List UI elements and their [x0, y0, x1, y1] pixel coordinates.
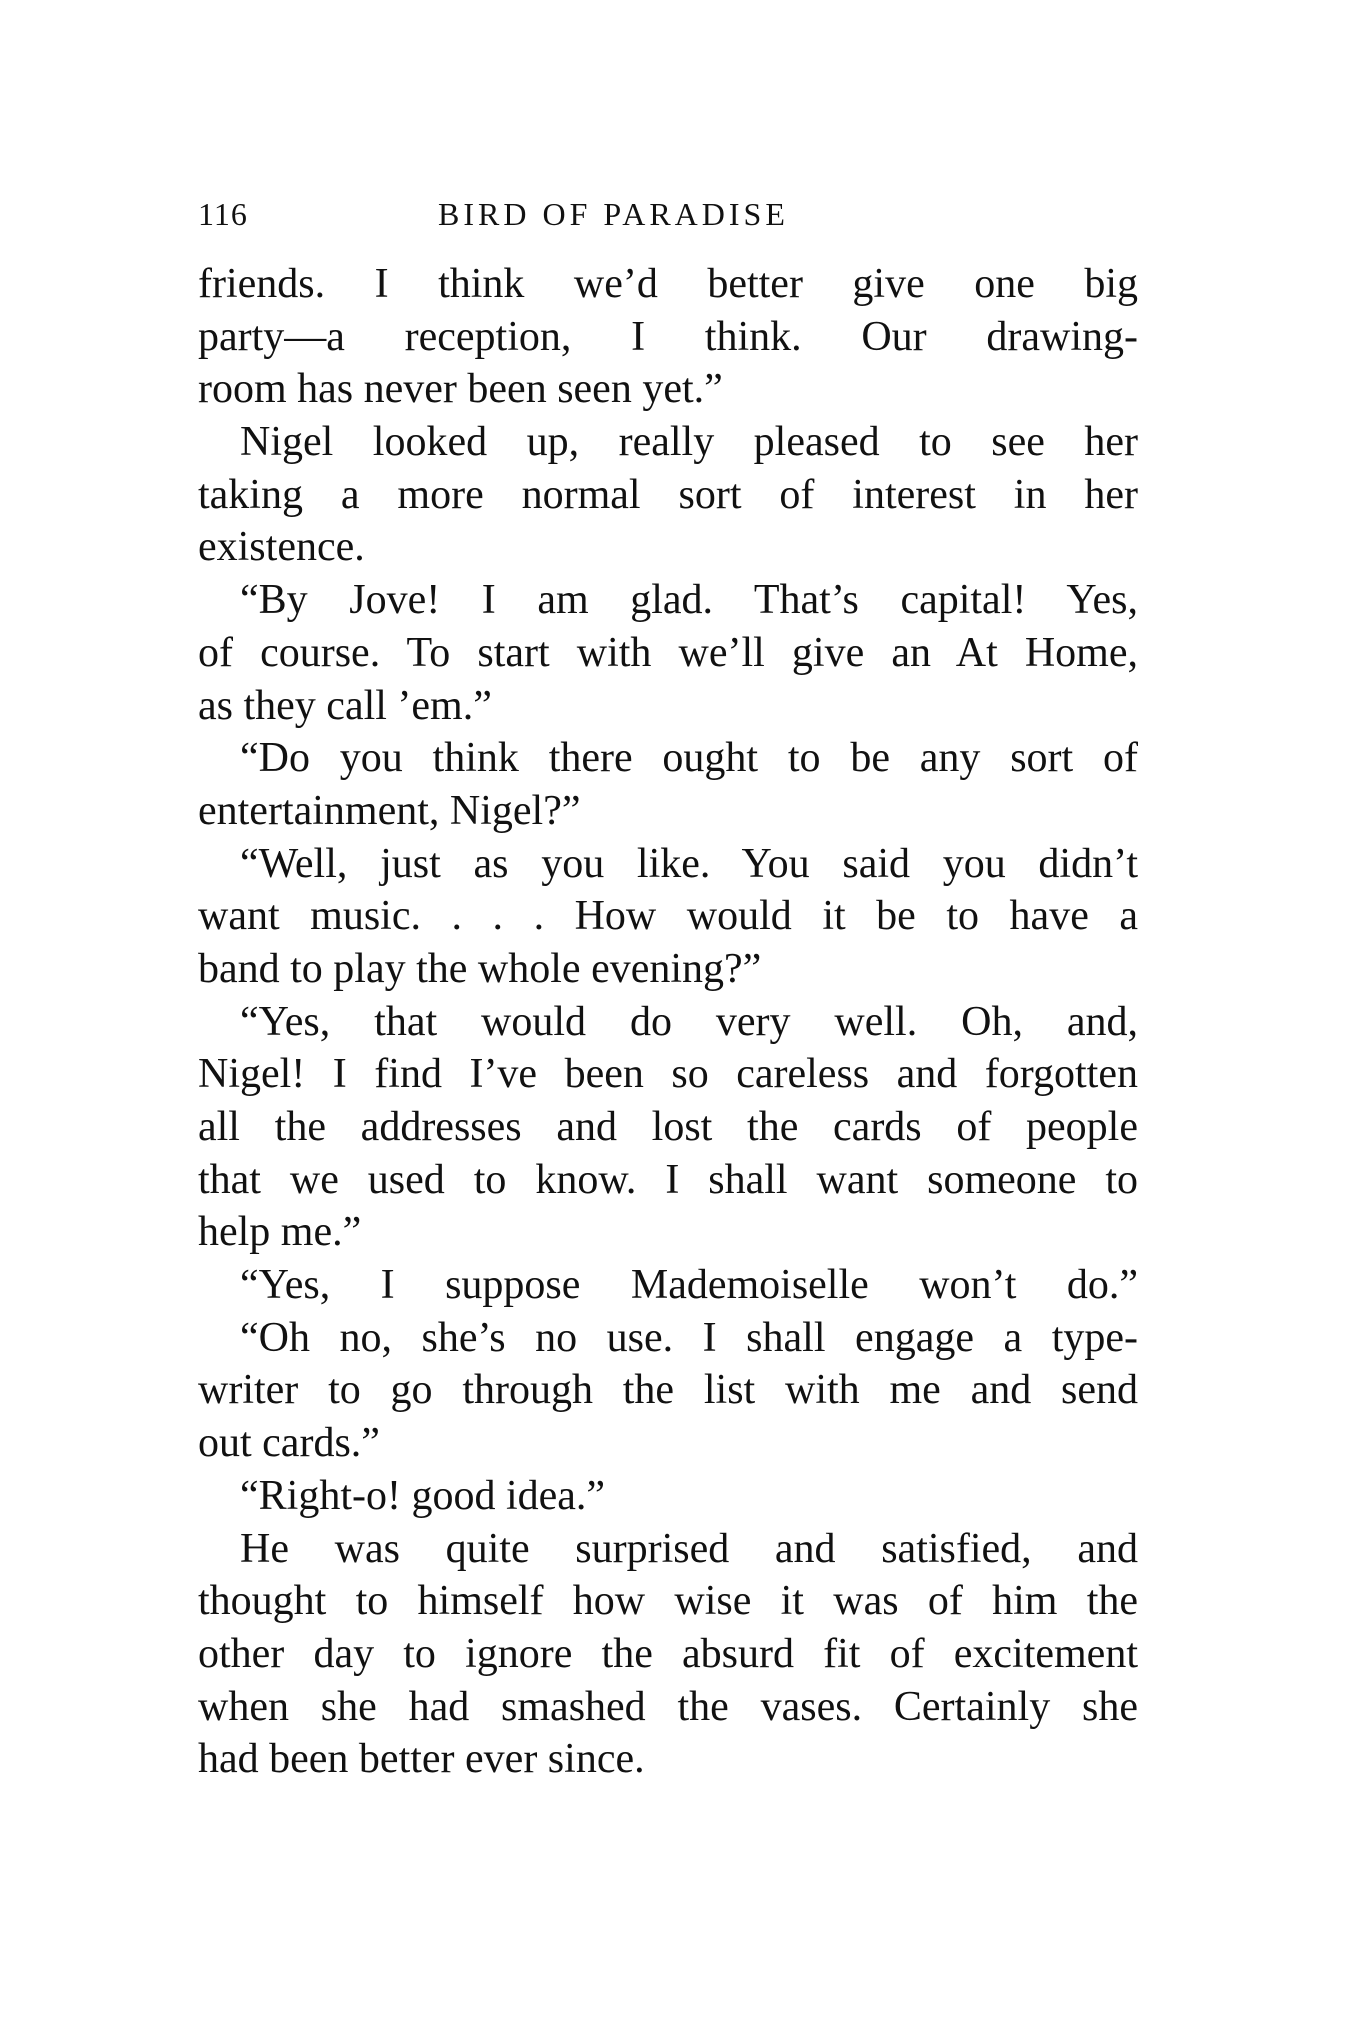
text-line: entertainment, Nigel?” — [198, 787, 581, 834]
text-line: existence. — [198, 524, 365, 571]
text-line: “Oh no, she’s no use. I shall engage a type- — [240, 1314, 1138, 1361]
text-line: room has never been seen yet.” — [198, 366, 723, 413]
text-line: “Do you think there ought to be any sort of — [240, 735, 1138, 782]
text-line: Nigel! I find I’ve been so careless and forgotten — [198, 1051, 1138, 1098]
text-line: “Yes, I suppose Mademoiselle won’t do.” — [240, 1262, 1138, 1309]
text-line: of course. To start with we’ll give an At Home, — [198, 629, 1138, 676]
text-line: thought to himself how wise it was of him the — [198, 1578, 1138, 1625]
running-head — [198, 196, 1138, 240]
text-line: party—a reception, I think. Our drawing- — [198, 313, 1138, 360]
text-line: Nigel looked up, really pleased to see her — [240, 419, 1138, 466]
text-line: “Yes, that would do very well. Oh, and, — [240, 998, 1138, 1045]
text-line: help me.” — [198, 1209, 362, 1256]
running-title: BIRD OF PARADISE — [438, 196, 789, 232]
text-line: friends. I think we’d better give one big — [198, 261, 1138, 307]
text-line: “Right-o! good idea.” — [240, 1472, 606, 1519]
text-line: band to play the whole evening?” — [198, 945, 762, 992]
page-number: 116 — [198, 196, 248, 232]
text-line: that we used to know. I shall want someone to — [198, 1156, 1138, 1203]
text-line: as they call ’em.” — [198, 682, 492, 729]
text-line: out cards.” — [198, 1420, 380, 1467]
text-line: want music. . . . How would it be to have a — [198, 893, 1138, 940]
text-line: “Well, just as you like. You said you didn’t — [240, 840, 1138, 887]
text-line: all the addresses and lost the cards of people — [198, 1104, 1138, 1150]
text-line: taking a more normal sort of interest in her — [198, 471, 1138, 518]
text-line: He was quite surprised and satisfied, and — [240, 1525, 1138, 1572]
text-line: when she had smashed the vases. Certainly she — [198, 1683, 1138, 1730]
text-line: “By Jove! I am glad. That’s capital! Yes, — [240, 577, 1138, 624]
text-line: writer to go through the list with me and send — [198, 1367, 1138, 1414]
text-line: other day to ignore the absurd fit of excitement — [198, 1630, 1138, 1677]
text-line: had been better ever since. — [198, 1736, 645, 1783]
body-text — [198, 258, 1138, 1786]
